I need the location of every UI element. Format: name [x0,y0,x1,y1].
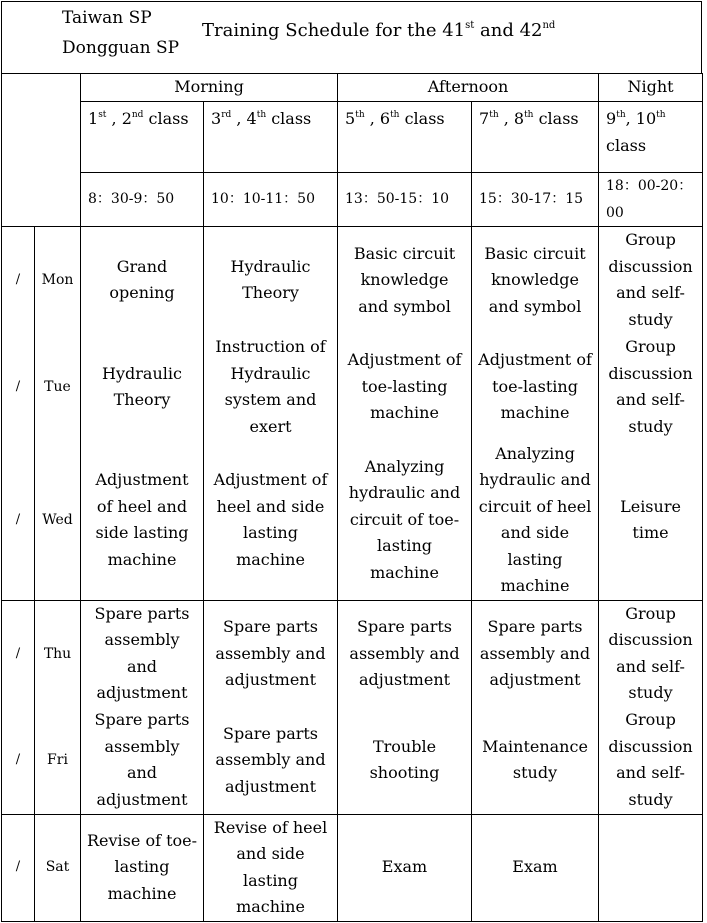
session-thu-5: Group discussion and self-study [599,600,703,707]
site-dongguan: Dongguan SP [62,38,180,58]
day-slash: / [2,814,35,921]
session-sat-3: Exam [338,814,472,921]
day-name: Tue [35,334,81,441]
class-header-5: 9th, 10th class [599,102,703,173]
session-wed-2: Adjustment of heel and side lasting machine [204,441,338,601]
class-header-2: 3rd , 4th class [204,102,338,173]
day-row-sat [2,814,703,921]
session-fri-3: Trouble shooting [338,707,472,814]
session-tue-3: Adjustment of toe-lasting machine [338,334,472,441]
time-slot-1: 8：30-9：50 [81,173,204,227]
period-afternoon: Afternoon [338,74,599,102]
day-row-fri [2,707,703,814]
day-slash: / [2,707,35,814]
session-tue-4: Adjustment of toe-lasting machine [472,334,599,441]
session-mon-3: Basic circuit knowledge and symbol [338,227,472,334]
session-mon-1: Grand opening [81,227,204,334]
schedule-table [1,73,703,922]
session-sat-1: Revise of toe-lasting machine [81,814,204,921]
class-header-1: 1st , 2nd class [81,102,204,173]
day-row-mon [2,227,703,334]
time-slot-2: 10：10-11：50 [204,173,338,227]
session-fri-1: Spare parts assembly and adjustment [81,707,204,814]
session-sat-5 [599,814,703,921]
session-wed-3: Analyzing hydraulic and circuit of toe-lasting machine [338,441,472,601]
session-mon-5: Group discussion and self-study [599,227,703,334]
day-row-thu [2,600,703,707]
session-sat-2: Revise of heel and side lasting machine [204,814,338,921]
session-fri-5: Group discussion and self-study [599,707,703,814]
session-thu-2: Spare parts assembly and adjustment [204,600,338,707]
day-name: Sat [35,814,81,921]
period-night: Night [599,74,703,102]
day-name: Mon [35,227,81,334]
title-box [1,1,702,73]
session-thu-1: Spare parts assembly and adjustment [81,600,204,707]
session-fri-2: Spare parts assembly and adjustment [204,707,338,814]
day-row-tue [2,334,703,441]
period-morning: Morning [81,74,338,102]
session-wed-4: Analyzing hydraulic and circuit of heel and side lasting machine [472,441,599,601]
session-thu-4: Spare parts assembly and adjustment [472,600,599,707]
time-slot-3: 13：50-15：10 [338,173,472,227]
day-slash: / [2,227,35,334]
session-sat-4: Exam [472,814,599,921]
session-wed-1: Adjustment of heel and side lasting machine [81,441,204,601]
corner-cell [2,74,81,227]
session-mon-2: Hydraulic Theory [204,227,338,334]
day-name: Thu [35,600,81,707]
day-slash: / [2,600,35,707]
class-header-4: 7th , 8th class [472,102,599,173]
session-tue-5: Group discussion and self-study [599,334,703,441]
class-header-3: 5th , 6th class [338,102,472,173]
day-slash: / [2,441,35,601]
session-tue-2: Instruction of Hydraulic system and exert [204,334,338,441]
day-name: Fri [35,707,81,814]
session-fri-4: Maintenance study [472,707,599,814]
session-thu-3: Spare parts assembly and adjustment [338,600,472,707]
time-slot-5: 18：00-20：00 [599,173,703,227]
site-taiwan: Taiwan SP [62,8,152,28]
session-mon-4: Basic circuit knowledge and symbol [472,227,599,334]
day-row-wed [2,441,703,601]
day-name: Wed [35,441,81,601]
day-slash: / [2,334,35,441]
time-slot-4: 15：30-17：15 [472,173,599,227]
schedule-title: Training Schedule for the 41st and 42nd [202,20,556,41]
session-wed-5: Leisure time [599,441,703,601]
session-tue-1: Hydraulic Theory [81,334,204,441]
